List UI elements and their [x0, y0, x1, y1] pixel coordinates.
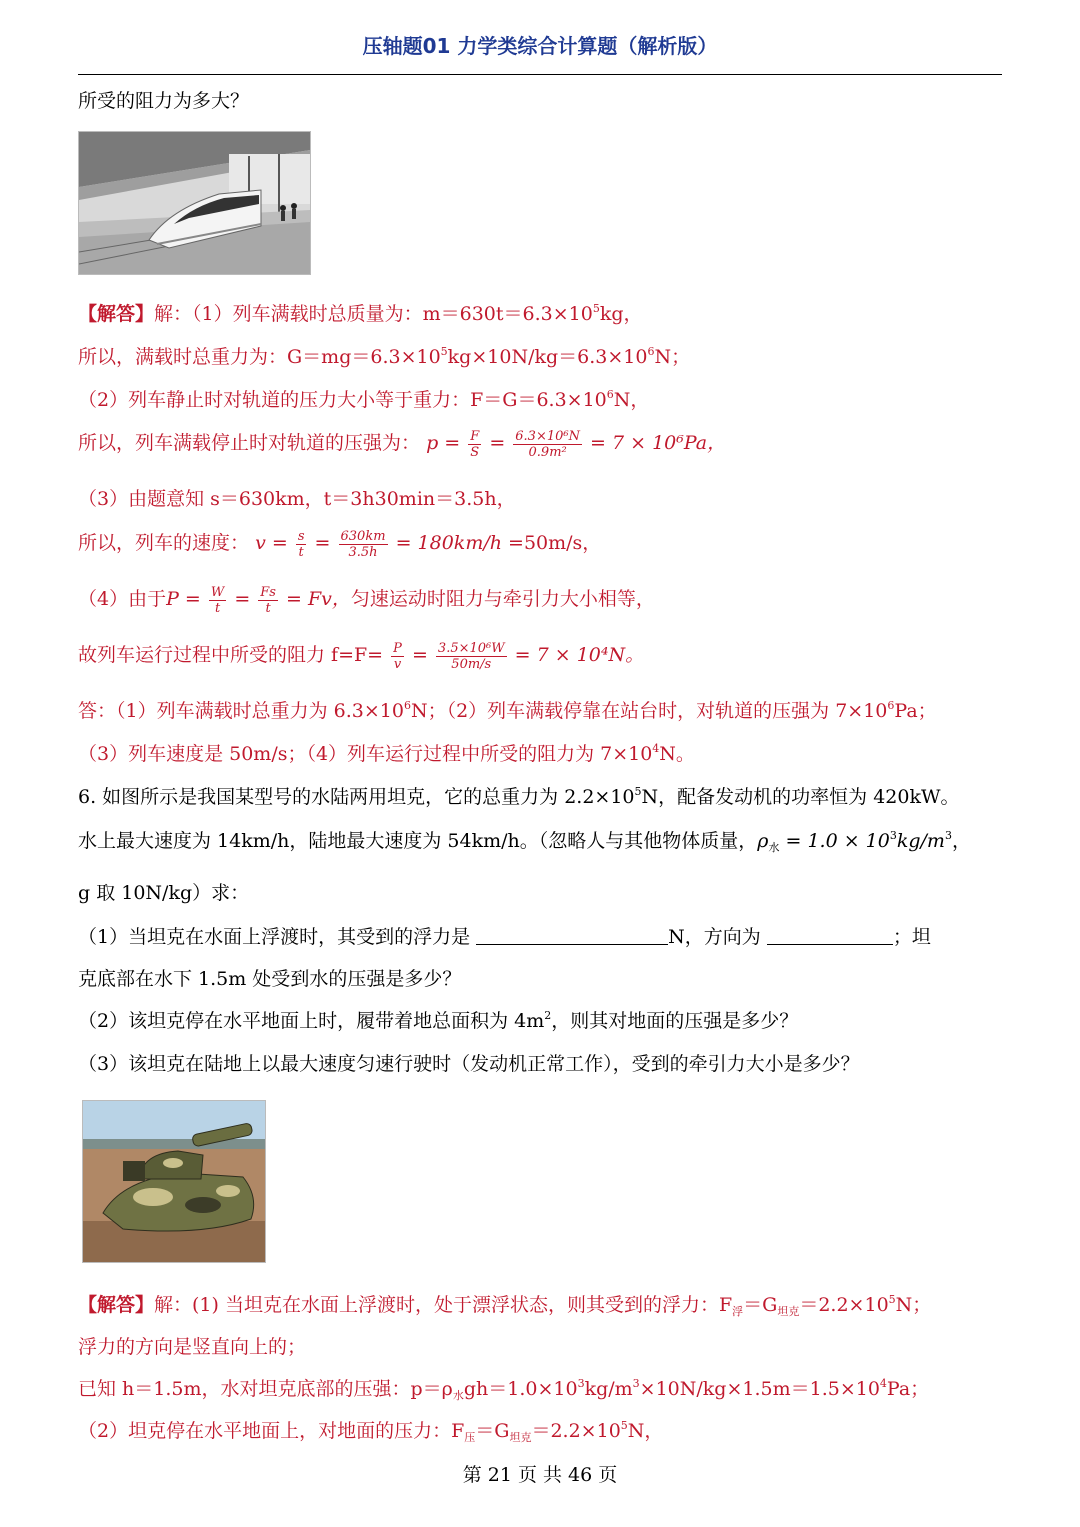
answer6-line1: 【解答】解：(1) 当坦克在水面上浮渡时，处于漂浮状态，则其受到的浮力：$F_浮=G_{坦克}=2.2\times 10^5N$； — [78, 1293, 932, 1318]
question6-line3: g 取 10N/kg）求： — [78, 882, 250, 904]
fraction-pressure-values: $\frac{\text{6.3×10⁶N}}{\text{0.9m²}}$ — [515, 428, 580, 460]
answer6-line2: 浮力的方向是竖直向上的； — [78, 1336, 307, 1358]
question6-line6: （2）该坦克停在水平地面上时，履带着地总面积为 $4m^2$，则其对地面的压强是多少？ — [78, 1009, 799, 1032]
answer5-line1: 【解答】解：（1）列车满载时总质量为：$m=630t=6.3\times 10^5kg$， — [78, 302, 643, 325]
fraction-s-over-t: $\frac{s}{t}$ — [297, 528, 305, 560]
answer5-line9: 答：（1）列车满载时总重力为 $6.3\times 10^6N$；（2）列车满载停靠在站台时，对轨道的压强为 $7\times 10^6Pa$； — [78, 699, 937, 722]
fraction-force-values: $\frac{\text{3.5×10⁶W}}{50m/s}$ — [437, 640, 505, 672]
page-header — [78, 28, 1002, 75]
fraction-fs-over-t: $\frac{Fs}{t}$ — [260, 584, 276, 616]
question6-line4: （1）当坦克在水面上浮渡时，其受到的浮力是 N，方向为 ；坦 — [78, 926, 931, 948]
answer6-line4: （2）坦克停在水平地面上，对地面的压力：$F_压=G_{坦克}=2.2\times 10^5N$， — [78, 1419, 664, 1444]
fraction-w-over-t: $\frac{W}{t}$ — [210, 584, 225, 616]
page-number: 第 21 页 共 46 页 — [462, 1464, 618, 1486]
answer5-line5: （3）由题意知 s＝630km，t＝3h30min＝3.5h， — [78, 488, 516, 510]
question6-line1: 6. 如图所示是我国某型号的水陆两用坦克，它的总重力为 $2.2\times 10^5N$，配备发动机的功率恒为 420kW。 — [78, 785, 960, 808]
answer5-line10: （3）列车速度是 50m/s；（4）列车运行过程中所受的阻力为 $7\times 10^4N$。 — [78, 742, 695, 765]
answer5-line8: 故列车运行过程中所受的阻力 f=F= $\frac{P}{v}$ = $\frac{\text{3.5×10⁶W}}{50m/s}$ = 7 × 10⁴N。 — [78, 640, 645, 672]
question6-line7: （3）该坦克在陆地上以最大速度匀速行驶时（发动机正常工作），受到的牵引力大小是多少？ — [78, 1053, 860, 1075]
question-5-tail: 所受的阻力为多大？ — [78, 90, 250, 112]
fraction-p-over-v: $\frac{P}{v}$ — [393, 640, 402, 672]
question6-line2: 水上最大速度为 14km/h，陆地最大速度为 54km/h。（忽略人与其他物体质量，$\rho_水 = 1.0 \times 10^3kg/m^3$， — [78, 829, 971, 854]
train-photo — [78, 131, 311, 275]
tank-photo — [82, 1100, 266, 1263]
fraction-speed-values: $\frac{630km}{3.5h}$ — [340, 528, 386, 560]
answer5-line6: 所以，列车的速度： v = $\frac{s}{t}$ = $\frac{630km}{3.5h}$ = 180km/h =50m/s， — [78, 528, 602, 560]
tank-image — [83, 1101, 265, 1262]
answer5-line7: （4）由于P = $\frac{W}{t}$ = $\frac{Fs}{t}$ = Fv，匀速运动时阻力与牵引力大小相等， — [78, 584, 655, 616]
buoyancy-answer-blank[interactable] — [476, 926, 668, 945]
direction-answer-blank[interactable] — [767, 926, 893, 945]
answer6-line3: 已知 h＝1.5m，水对坦克底部的压强：$p=\rho_水gh=1.0\times 10^3kg/m^3\times 10N/kg\times 1.5m=1.5\times 10^4Pa$； — [78, 1377, 930, 1402]
answer5-line4: 所以，列车满载停止时对轨道的压强为： p = $\frac{F}{S}$ = $\frac{\text{6.3×10⁶N}}{\text{0.9m²}}$ = 7 × 10⁶Pa， — [78, 428, 727, 460]
page-header-title: 压轴题01 力学类综合计算题（解析版） — [362, 34, 718, 58]
answer5-line2: 所以，满载时总重力为：$G=mg=6.3\times 10^5kg\times 10N/kg=6.3\times 10^6N$； — [78, 345, 691, 368]
answer5-line3: （2）列车静止时对轨道的压力大小等于重力：$F=G=6.3\times 10^6N$， — [78, 388, 650, 411]
page-footer — [0, 1460, 1080, 1487]
train-image — [79, 132, 310, 274]
fraction-f-over-s: $\frac{F}{S}$ — [470, 428, 480, 460]
question6-line5: 克底部在水下 1.5m 处受到水的压强是多少？ — [78, 968, 462, 990]
